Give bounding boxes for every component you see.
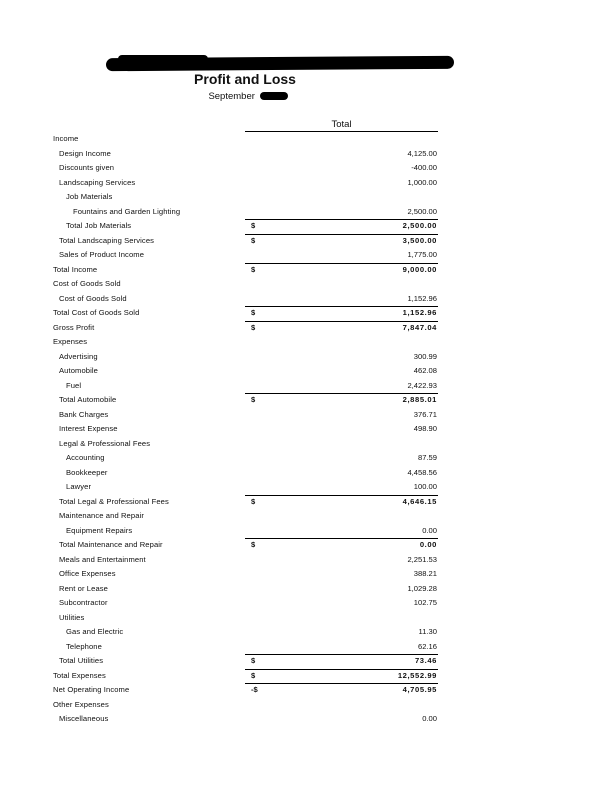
row-amount: 9,000.00 <box>402 264 437 274</box>
row-label: Equipment Repairs <box>66 525 133 535</box>
table-row <box>0 596 612 611</box>
row-label: Total Expenses <box>53 670 106 680</box>
row-label: Utilities <box>59 612 85 622</box>
row-label: Legal & Professional Fees <box>59 438 151 448</box>
row-label: Subcontractor <box>59 598 108 607</box>
row-label: Gross Profit <box>53 322 95 332</box>
currency-symbol: $ <box>251 308 256 317</box>
table-row <box>0 524 612 539</box>
subtotal-rule <box>245 538 438 539</box>
row-label: Automobile <box>59 366 98 375</box>
row-amount: 0.00 <box>419 540 437 549</box>
subtotal-rule <box>245 654 438 655</box>
row-label: Other Expenses <box>53 699 109 709</box>
currency-symbol: $ <box>251 264 256 274</box>
row-label: Total Legal & Professional Fees <box>59 496 169 506</box>
total-row <box>0 683 612 698</box>
row-label: Discounts given <box>59 163 115 172</box>
row-amount: 4,125.00 <box>407 148 437 158</box>
currency-symbol: $ <box>251 395 256 404</box>
table-row <box>0 161 612 176</box>
currency-symbol: -$ <box>251 685 258 694</box>
row-label: Lawyer <box>66 482 92 491</box>
row-amount: 4,646.15 <box>402 496 437 506</box>
table-row <box>0 553 612 568</box>
row-amount: 7,847.04 <box>402 322 437 332</box>
table-row <box>0 277 612 292</box>
row-amount: 2,885.01 <box>402 395 437 404</box>
row-amount: 87.59 <box>417 453 437 462</box>
total-row <box>0 538 612 553</box>
row-label: Interest Expense <box>59 424 118 433</box>
table-row <box>0 625 612 640</box>
row-label: Total Landscaping Services <box>59 235 155 245</box>
row-amount: 100.00 <box>413 482 437 491</box>
row-label: Total Income <box>53 264 98 274</box>
table-row <box>0 611 612 626</box>
table-row <box>0 350 612 365</box>
row-label: Expenses <box>53 337 88 346</box>
table-row <box>0 582 612 597</box>
row-label: Net Operating Income <box>53 685 130 694</box>
row-amount: 1,000.00 <box>407 177 437 187</box>
row-label: Total Cost of Goods Sold <box>53 308 140 317</box>
row-label: Advertising <box>59 351 98 361</box>
row-amount: 1,029.28 <box>407 583 437 593</box>
report-period <box>0 91 496 102</box>
row-label: Office Expenses <box>59 569 116 578</box>
row-label: Design Income <box>59 148 111 158</box>
total-row <box>0 219 612 234</box>
table-row <box>0 698 612 713</box>
row-label: Cost of Goods Sold <box>59 293 127 303</box>
row-amount: 462.08 <box>413 366 437 375</box>
row-label: Total Maintenance and Repair <box>59 540 163 549</box>
row-label: Rent or Lease <box>59 583 109 593</box>
currency-symbol: $ <box>251 540 256 549</box>
row-amount: 0.00 <box>422 525 437 535</box>
table-row <box>0 451 612 466</box>
row-label: Miscellaneous <box>59 714 109 723</box>
report-title: Profit and Loss <box>194 71 296 87</box>
row-label: Landscaping Services <box>59 177 136 187</box>
redacted-company-name-fragment <box>118 55 208 63</box>
table-row <box>0 422 612 437</box>
table-row <box>0 712 612 727</box>
total-row <box>0 393 612 408</box>
table-row <box>0 408 612 423</box>
table-row <box>0 248 612 263</box>
total-row <box>0 654 612 669</box>
column-header-total: Total <box>331 119 352 130</box>
row-amount: 73.46 <box>414 656 437 665</box>
row-amount: 388.21 <box>413 569 437 578</box>
currency-symbol: $ <box>251 322 256 332</box>
row-label: Bookkeeper <box>66 467 108 477</box>
row-amount: 62.16 <box>417 641 437 651</box>
table-row <box>0 147 612 162</box>
table-row <box>0 480 612 495</box>
table-row <box>0 190 612 205</box>
row-amount: 498.90 <box>413 424 437 433</box>
table-row <box>0 176 612 191</box>
table-row <box>0 364 612 379</box>
row-label: Fuel <box>66 380 82 390</box>
row-amount: 4,458.56 <box>407 467 437 477</box>
row-amount: 2,500.00 <box>402 221 437 230</box>
currency-symbol: $ <box>251 235 256 245</box>
redacted-year <box>260 92 288 100</box>
row-label: Telephone <box>66 641 102 651</box>
table-row <box>0 292 612 307</box>
row-label: Gas and Electric <box>66 627 124 636</box>
row-label: Sales of Product Income <box>59 250 145 259</box>
total-row <box>0 669 612 684</box>
table-row <box>0 437 612 452</box>
currency-symbol: $ <box>251 670 256 680</box>
table-row <box>0 132 612 147</box>
row-amount: 1,775.00 <box>407 250 437 259</box>
row-amount: 4,705.95 <box>402 685 437 694</box>
row-label: Bank Charges <box>59 409 109 419</box>
currency-symbol: $ <box>251 656 256 665</box>
row-amount: 1,152.96 <box>407 293 437 303</box>
row-label: Total Automobile <box>59 395 117 404</box>
row-amount: 11.30 <box>418 627 437 636</box>
table-row <box>0 379 612 394</box>
total-row <box>0 321 612 336</box>
table-row <box>0 567 612 582</box>
total-row <box>0 306 612 321</box>
table-row <box>0 466 612 481</box>
table-row <box>0 205 612 220</box>
row-amount: 2,422.93 <box>407 380 437 390</box>
row-amount: 2,500.00 <box>407 206 437 216</box>
row-label: Accounting <box>66 453 105 462</box>
row-amount: 3,500.00 <box>402 235 437 245</box>
row-amount: 12,552.99 <box>397 670 437 680</box>
total-row <box>0 263 612 278</box>
row-amount: 102.75 <box>413 598 437 607</box>
row-label: Maintenance and Repair <box>59 511 144 520</box>
currency-symbol: $ <box>251 496 256 506</box>
currency-symbol: $ <box>251 221 256 230</box>
table-row <box>0 335 612 350</box>
row-label: Meals and Entertainment <box>59 554 146 564</box>
row-label: Fountains and Garden Lighting <box>73 206 181 216</box>
row-label: Cost of Goods Sold <box>53 279 121 288</box>
row-amount: 2,251.53 <box>407 554 437 564</box>
report-rows <box>0 132 612 727</box>
table-row <box>0 509 612 524</box>
row-label: Income <box>53 134 79 143</box>
row-label: Total Job Materials <box>66 221 132 230</box>
row-amount: 0.00 <box>422 714 437 723</box>
row-amount: 300.99 <box>413 351 437 361</box>
row-label: Job Materials <box>66 192 113 201</box>
row-amount: 376.71 <box>413 409 437 419</box>
total-row <box>0 234 612 249</box>
row-amount: 1,152.96 <box>402 308 437 317</box>
row-amount: -400.00 <box>411 163 437 172</box>
report-period-month: September <box>208 91 255 102</box>
total-row <box>0 495 612 510</box>
table-row <box>0 640 612 655</box>
row-label: Total Utilities <box>59 656 104 665</box>
